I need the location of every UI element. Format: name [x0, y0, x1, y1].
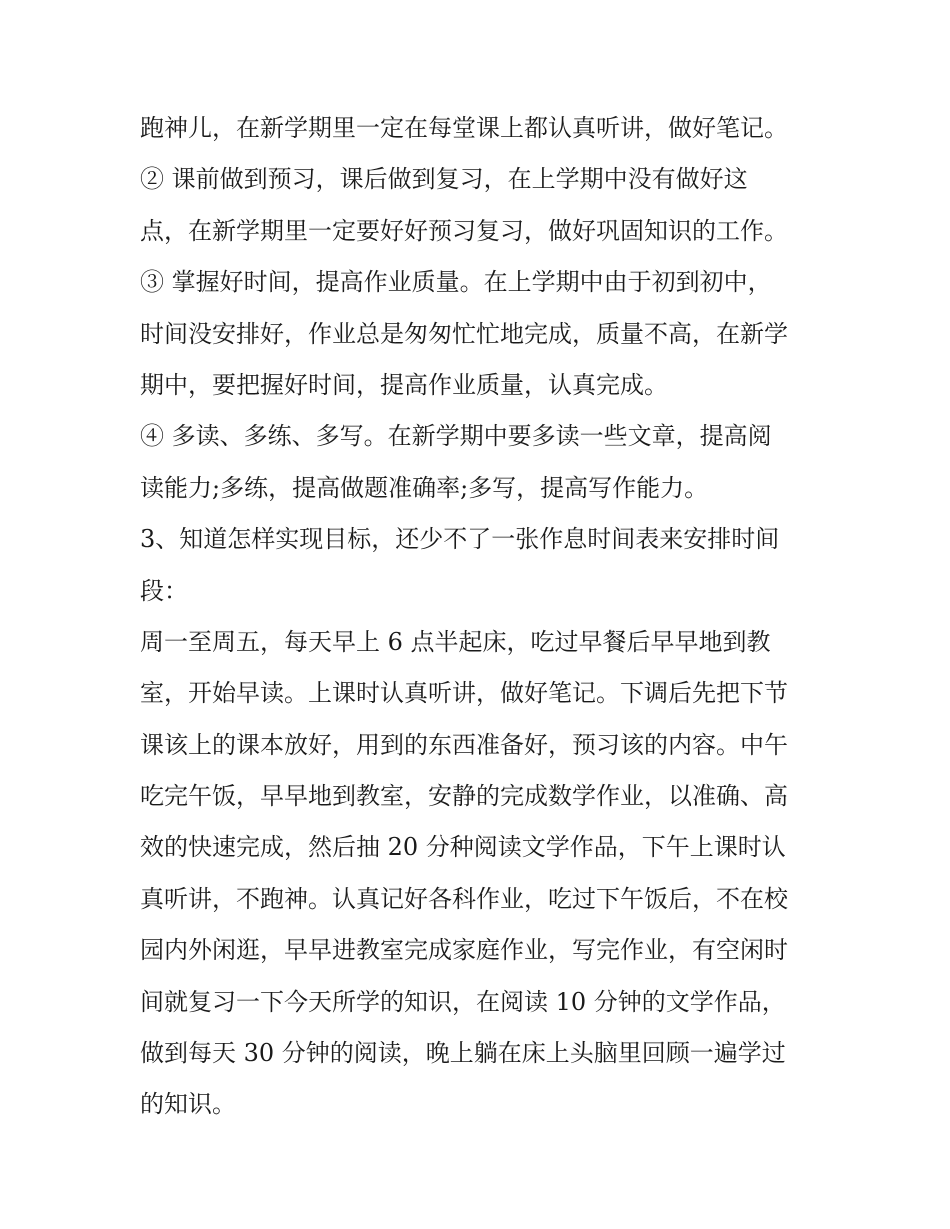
text-line: 吃完午饭，早早地到教室，安静的完成数学作业，以准确、高 — [140, 782, 788, 811]
text-line: 读能力;多练，提高做题准确率;多写，提高写作能力。 — [140, 473, 709, 502]
text-line: 课该上的课本放好，用到的东西准备好，预习该的内容。中午 — [140, 730, 788, 759]
text-line: 做到每天 30 分钟的阅读，晚上躺在床上头脑里回顾一遍学过 — [140, 1039, 786, 1068]
text-line: 真听讲，不跑神。认真记好各科作业，吃过下午饭后，不在校 — [140, 884, 788, 913]
text-line: 点，在新学期里一定要好好预习复习，做好巩固知识的工作。 — [140, 216, 788, 245]
text-line: 的知识。 — [140, 1090, 236, 1119]
text-line: 时间没安排好，作业总是匆匆忙忙地完成，质量不高，在新学 — [140, 319, 788, 348]
text-line: 园内外闲逛，早早进教室完成家庭作业，写完作业，有空闲时 — [140, 936, 788, 965]
body-text — [140, 103, 840, 1131]
text-line: 室，开始早读。上课时认真听讲，做好笔记。下调后先把下节 — [140, 679, 788, 708]
text-line: 效的快速完成，然后抽 20 分种阅读文学作品，下午上课时认 — [140, 833, 786, 862]
text-line: 间就复习一下今天所学的知识，在阅读 10 分钟的文学作品， — [140, 987, 786, 1016]
text-line: ③ 掌握好时间，提高作业质量。在上学期中由于初到初中， — [140, 268, 772, 297]
text-line: 跑神儿，在新学期里一定在每堂课上都认真听讲，做好笔记。 — [140, 114, 788, 142]
text-line: 段： — [140, 576, 188, 605]
text-line: ④ 多读、多练、多写。在新学期中要多读一些文章，提高阅 — [140, 422, 772, 451]
text-line: 期中，要把握好时间，提高作业质量，认真完成。 — [140, 370, 668, 399]
text-line: 3、知道怎样实现目标，还少不了一张作息时间表来安排时间 — [140, 525, 780, 554]
text-line: 周一至周五，每天早上 6 点半起床，吃过早餐后早早地到教 — [140, 627, 771, 656]
text-line: ② 课前做到预习，课后做到复习，在上学期中没有做好这 — [140, 165, 748, 194]
